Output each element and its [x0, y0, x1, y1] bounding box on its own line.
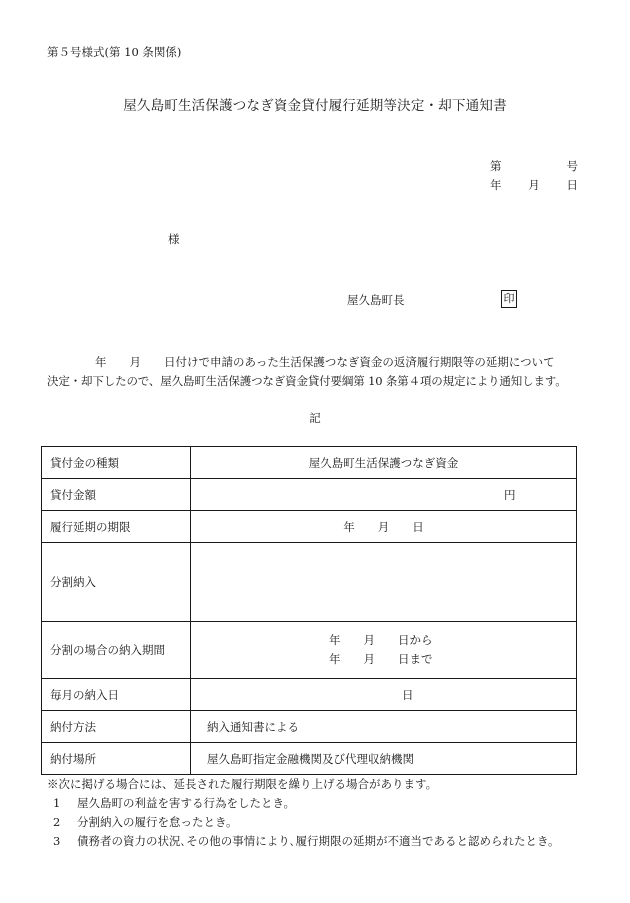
document-number-block — [490, 157, 578, 195]
note-item — [47, 832, 560, 851]
notice-body — [47, 353, 582, 391]
table-row-payment-method — [42, 711, 577, 743]
date-month: 月 — [528, 178, 540, 192]
note-number: 2 — [53, 815, 61, 829]
deadline-label: 履行延期の期限 — [42, 511, 191, 543]
period-to: 年 月 日まで — [329, 652, 433, 666]
monthly-date-unit: 日 — [402, 687, 414, 702]
loan-amount-cell — [191, 479, 577, 511]
note-item — [47, 794, 560, 813]
payment-method-label: 納付方法 — [42, 711, 191, 743]
period-cell — [191, 622, 577, 679]
note-text: 屋久島町の利益を害する行為をしたとき。 — [77, 796, 296, 810]
date-day: 日 — [566, 178, 578, 192]
table-row-installment — [42, 543, 577, 622]
table-row-monthly-date — [42, 679, 577, 711]
table-row-deadline — [42, 511, 577, 543]
period-from: 年 月 日から — [329, 633, 433, 647]
loan-type-value: 屋久島町生活保護つなぎ資金 — [191, 447, 577, 479]
issuer-name: 屋久島町長 — [347, 293, 405, 307]
note-text: 分割納入の履行を怠ったとき。 — [77, 815, 238, 829]
form-number: 第５号様式(第 10 条関係) — [47, 45, 182, 59]
addressee-suffix: 様 — [168, 232, 180, 246]
installment-value — [191, 543, 577, 622]
table-row-loan-amount — [42, 479, 577, 511]
ki-heading: 記 — [309, 411, 321, 425]
document-title: 屋久島町生活保護つなぎ資金貸付履行延期等決定・却下通知書 — [123, 98, 507, 114]
seal-mark: 印 — [501, 290, 517, 308]
note-number: 1 — [53, 796, 61, 810]
payment-place-value: 屋久島町指定金融機関及び代理収納機関 — [191, 743, 577, 775]
document-number-row — [490, 157, 578, 176]
number-prefix: 第 — [490, 159, 502, 173]
date-year: 年 — [490, 178, 502, 192]
notice-body-line-2: 決定・却下したので、屋久島町生活保護つなぎ資金貸付要綱第 10 条第４項の規定により通知します。 — [47, 374, 567, 388]
number-suffix: 号 — [566, 159, 578, 173]
document-date-row — [490, 176, 578, 195]
deadline-value: 年 月 日 — [191, 511, 577, 543]
notes-intro: ※次に掲げる場合には、延長された履行期限を繰り上げる場合があります。 — [47, 777, 438, 791]
note-text: 債務者の資力の状況､その他の事情により､履行期限の延期が不適当であると認められたとき。 — [77, 834, 560, 848]
monthly-date-label: 毎月の納入日 — [42, 679, 191, 711]
loan-amount-label: 貸付金額 — [42, 479, 191, 511]
table-row-loan-type — [42, 447, 577, 479]
table-row-period — [42, 622, 577, 679]
table-row-payment-place — [42, 743, 577, 775]
details-table — [41, 446, 577, 775]
loan-amount-unit: 円 — [504, 487, 516, 502]
monthly-date-cell — [191, 679, 577, 711]
note-item — [47, 813, 560, 832]
loan-type-label: 貸付金の種類 — [42, 447, 191, 479]
note-number: 3 — [53, 834, 61, 848]
installment-label: 分割納入 — [42, 543, 191, 622]
payment-place-label: 納付場所 — [42, 743, 191, 775]
period-label: 分割の場合の納入期間 — [42, 622, 191, 679]
period-values — [329, 631, 568, 669]
payment-method-value: 納入通知書による — [191, 711, 577, 743]
notice-body-line-1: 年 月 日付けで申請のあった生活保護つなぎ資金の返済履行期限等の延期について — [95, 355, 555, 369]
notes-section — [47, 775, 560, 851]
